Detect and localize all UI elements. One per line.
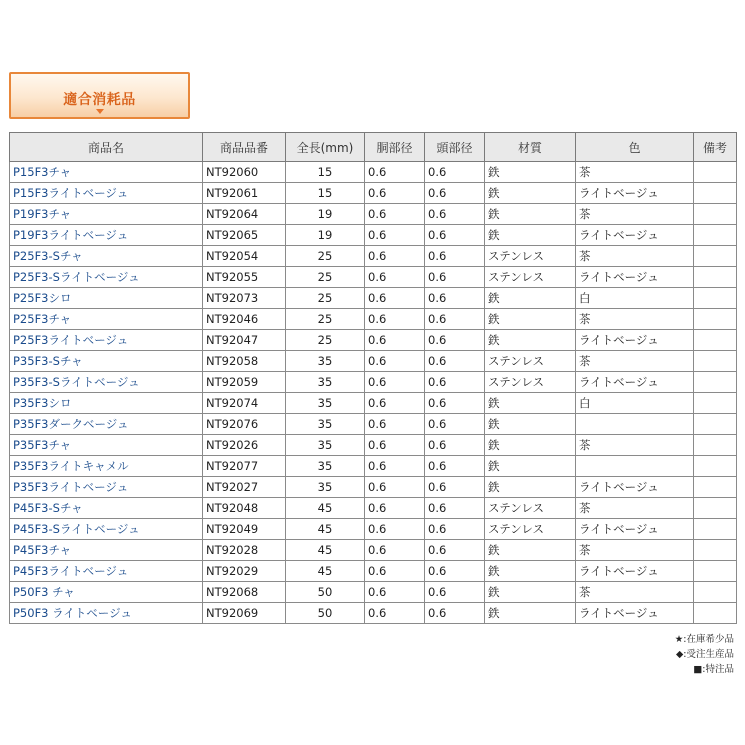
section-title: 適合消耗品 <box>63 92 136 108</box>
product-name-link[interactable]: P45F3-Sライトベージュ <box>10 519 203 540</box>
table-cell: 25 <box>286 330 365 351</box>
table-cell: NT92055 <box>203 267 286 288</box>
table-row <box>10 309 737 330</box>
table-cell <box>694 498 737 519</box>
table-cell: ステンレス <box>485 246 576 267</box>
table-cell: ライトベージュ <box>576 267 694 288</box>
table-cell: ステンレス <box>485 267 576 288</box>
table-header-row <box>10 133 737 162</box>
table-cell: 鉄 <box>485 435 576 456</box>
table-cell: 茶 <box>576 246 694 267</box>
table-cell: 0.6 <box>425 246 485 267</box>
table-cell: NT92065 <box>203 225 286 246</box>
table-cell <box>576 414 694 435</box>
table-cell <box>694 330 737 351</box>
table-cell: 鉄 <box>485 183 576 204</box>
table-cell: 鉄 <box>485 309 576 330</box>
table-cell: 25 <box>286 309 365 330</box>
column-header: 商品名 <box>10 133 203 162</box>
table-cell: ステンレス <box>485 351 576 372</box>
table-cell: 0.6 <box>425 435 485 456</box>
table-cell: NT92049 <box>203 519 286 540</box>
table-cell: ステンレス <box>485 372 576 393</box>
table-cell: 茶 <box>576 498 694 519</box>
legend-made-to-order: ◆:受注生産品 <box>675 649 734 660</box>
table-cell: 19 <box>286 225 365 246</box>
table-cell: 45 <box>286 498 365 519</box>
table-cell: 25 <box>286 246 365 267</box>
table-row <box>10 582 737 603</box>
table-cell: 0.6 <box>425 540 485 561</box>
table-cell: NT92068 <box>203 582 286 603</box>
table-cell: NT92064 <box>203 204 286 225</box>
table-cell: 0.6 <box>425 309 485 330</box>
table-cell: 0.6 <box>365 477 425 498</box>
table-cell: 鉄 <box>485 414 576 435</box>
table-cell <box>694 456 737 477</box>
product-name-link[interactable]: P15F3ライトベージュ <box>10 183 203 204</box>
table-cell: NT92059 <box>203 372 286 393</box>
table-cell: NT92047 <box>203 330 286 351</box>
table-cell <box>694 162 737 183</box>
table-cell: 0.6 <box>365 351 425 372</box>
table-cell: ライトベージュ <box>576 372 694 393</box>
table-cell: NT92054 <box>203 246 286 267</box>
product-name-link[interactable]: P19F3ライトベージュ <box>10 225 203 246</box>
table-row <box>10 204 737 225</box>
table-cell: 鉄 <box>485 288 576 309</box>
table-row <box>10 540 737 561</box>
table-cell: 0.6 <box>425 204 485 225</box>
table-cell: ライトベージュ <box>576 561 694 582</box>
table-cell: 0.6 <box>425 414 485 435</box>
table-cell: 0.6 <box>365 225 425 246</box>
table-cell <box>694 372 737 393</box>
table-cell: 鉄 <box>485 540 576 561</box>
table-cell: 0.6 <box>425 288 485 309</box>
consumables-table <box>9 132 737 624</box>
table-cell: 35 <box>286 393 365 414</box>
table-cell: NT92058 <box>203 351 286 372</box>
table-cell: 0.6 <box>365 540 425 561</box>
table-cell: NT92069 <box>203 603 286 624</box>
table-cell <box>694 477 737 498</box>
table-cell: 50 <box>286 582 365 603</box>
table-cell: 0.6 <box>365 288 425 309</box>
table-cell: 25 <box>286 267 365 288</box>
table-cell: ライトベージュ <box>576 477 694 498</box>
table-row <box>10 435 737 456</box>
table-row <box>10 456 737 477</box>
table-row <box>10 561 737 582</box>
table-cell: 0.6 <box>425 351 485 372</box>
table-cell: NT92046 <box>203 309 286 330</box>
table-cell: ライトベージュ <box>576 519 694 540</box>
table-row <box>10 477 737 498</box>
table-cell: NT92029 <box>203 561 286 582</box>
product-name-link[interactable]: P25F3シロ <box>10 288 203 309</box>
table-cell <box>694 603 737 624</box>
product-name-link[interactable]: P35F3チャ <box>10 435 203 456</box>
table-cell: 茶 <box>576 309 694 330</box>
table-cell: 0.6 <box>365 603 425 624</box>
product-name-link[interactable]: P35F3ライトキャメル <box>10 456 203 477</box>
table-cell: 0.6 <box>425 330 485 351</box>
table-cell: 鉄 <box>485 456 576 477</box>
table-cell: NT92027 <box>203 477 286 498</box>
table-cell: 茶 <box>576 582 694 603</box>
column-header: 全長(mm) <box>286 133 365 162</box>
table-row <box>10 330 737 351</box>
table-cell: 0.6 <box>425 267 485 288</box>
table-cell: 45 <box>286 519 365 540</box>
table-cell: ステンレス <box>485 519 576 540</box>
product-name-link[interactable]: P35F3シロ <box>10 393 203 414</box>
table-cell: 茶 <box>576 351 694 372</box>
table-cell: ライトベージュ <box>576 183 694 204</box>
product-name-link[interactable]: P25F3-Sライトベージュ <box>10 267 203 288</box>
table-cell: 鉄 <box>485 162 576 183</box>
product-name-link[interactable]: P45F3ライトベージュ <box>10 561 203 582</box>
table-cell: ライトベージュ <box>576 330 694 351</box>
table-cell <box>694 309 737 330</box>
table-cell: 45 <box>286 561 365 582</box>
table-cell <box>694 288 737 309</box>
table-cell: 鉄 <box>485 393 576 414</box>
table-cell: 鉄 <box>485 204 576 225</box>
product-name-link[interactable]: P35F3ダークベージュ <box>10 414 203 435</box>
table-cell: 35 <box>286 414 365 435</box>
table-cell: 0.6 <box>365 498 425 519</box>
table-cell <box>694 393 737 414</box>
table-cell <box>694 183 737 204</box>
table-cell: 0.6 <box>365 519 425 540</box>
table-cell: 0.6 <box>425 477 485 498</box>
column-header: 色 <box>576 133 694 162</box>
table-cell <box>694 351 737 372</box>
product-name-link[interactable]: P45F3チャ <box>10 540 203 561</box>
table-cell: 0.6 <box>365 330 425 351</box>
table-row <box>10 393 737 414</box>
table-cell: 35 <box>286 456 365 477</box>
column-header: 商品品番 <box>203 133 286 162</box>
table-cell: 鉄 <box>485 561 576 582</box>
table-cell: NT92077 <box>203 456 286 477</box>
table-cell <box>576 456 694 477</box>
table-cell: 0.6 <box>365 162 425 183</box>
table-row <box>10 603 737 624</box>
table-cell: 0.6 <box>425 498 485 519</box>
product-name-link[interactable]: P25F3-Sチャ <box>10 246 203 267</box>
table-row <box>10 288 737 309</box>
table-cell: NT92061 <box>203 183 286 204</box>
table-cell <box>694 246 737 267</box>
table-cell: 鉄 <box>485 603 576 624</box>
table-cell: 白 <box>576 288 694 309</box>
table-cell: 0.6 <box>365 267 425 288</box>
table-cell: ライトベージュ <box>576 225 694 246</box>
product-name-link[interactable]: P25F3チャ <box>10 309 203 330</box>
table-cell <box>694 540 737 561</box>
section-tab-compatible-consumables <box>9 72 190 119</box>
product-name-link[interactable]: P50F3 チャ <box>10 582 203 603</box>
table-cell <box>694 204 737 225</box>
table-row <box>10 225 737 246</box>
legend-special-order: ■:特注品 <box>693 664 734 675</box>
table-cell: 0.6 <box>425 372 485 393</box>
table-cell <box>694 435 737 456</box>
table-cell: NT92073 <box>203 288 286 309</box>
table-cell: NT92028 <box>203 540 286 561</box>
product-name-link[interactable]: P15F3チャ <box>10 162 203 183</box>
table-row <box>10 372 737 393</box>
table-cell: 19 <box>286 204 365 225</box>
column-header: 胴部径 <box>365 133 425 162</box>
product-name-link[interactable]: P35F3-Sチャ <box>10 351 203 372</box>
table-cell: 鉄 <box>485 330 576 351</box>
table-row <box>10 246 737 267</box>
table-cell <box>694 582 737 603</box>
table-cell: 0.6 <box>365 246 425 267</box>
product-name-link[interactable]: P45F3-Sチャ <box>10 498 203 519</box>
table-cell: 茶 <box>576 162 694 183</box>
table-cell: NT92026 <box>203 435 286 456</box>
product-name-link[interactable]: P35F3ライトベージュ <box>10 477 203 498</box>
table-cell: 25 <box>286 288 365 309</box>
table-cell: 35 <box>286 351 365 372</box>
table-row <box>10 162 737 183</box>
table-row <box>10 414 737 435</box>
table-cell: 0.6 <box>425 519 485 540</box>
table-row <box>10 498 737 519</box>
product-name-link[interactable]: P25F3ライトベージュ <box>10 330 203 351</box>
table-cell: 0.6 <box>425 561 485 582</box>
table-cell: 鉄 <box>485 582 576 603</box>
table-row <box>10 183 737 204</box>
table-cell: 0.6 <box>425 603 485 624</box>
table-cell: 0.6 <box>365 204 425 225</box>
table-cell: 0.6 <box>365 372 425 393</box>
table-cell: 0.6 <box>425 582 485 603</box>
table-row <box>10 519 737 540</box>
legend-rare-stock: ★:在庫希少品 <box>674 634 734 645</box>
table-cell: 35 <box>286 435 365 456</box>
table-cell: 45 <box>286 540 365 561</box>
column-header: 頭部径 <box>425 133 485 162</box>
table-cell <box>694 519 737 540</box>
table-cell: 0.6 <box>365 435 425 456</box>
table-cell: 鉄 <box>485 477 576 498</box>
table-cell: NT92076 <box>203 414 286 435</box>
product-name-link[interactable]: P35F3-Sライトベージュ <box>10 372 203 393</box>
table-cell: NT92060 <box>203 162 286 183</box>
table-cell: 白 <box>576 393 694 414</box>
down-arrow-icon <box>96 109 104 114</box>
table-cell: 茶 <box>576 540 694 561</box>
table-cell: 0.6 <box>425 456 485 477</box>
table-cell: 0.6 <box>365 456 425 477</box>
table-cell: 35 <box>286 477 365 498</box>
table-cell: 茶 <box>576 435 694 456</box>
table-cell: 35 <box>286 372 365 393</box>
table-cell: 0.6 <box>425 162 485 183</box>
table-cell: 0.6 <box>425 183 485 204</box>
product-name-link[interactable]: P50F3 ライトベージュ <box>10 603 203 624</box>
table-cell <box>694 561 737 582</box>
table-cell: 0.6 <box>365 582 425 603</box>
table-cell: NT92048 <box>203 498 286 519</box>
table-cell: 鉄 <box>485 225 576 246</box>
column-header: 材質 <box>485 133 576 162</box>
table-cell: ステンレス <box>485 498 576 519</box>
table-cell: NT92074 <box>203 393 286 414</box>
table-cell: 0.6 <box>365 414 425 435</box>
table-cell <box>694 267 737 288</box>
table-cell: 50 <box>286 603 365 624</box>
table-cell: 0.6 <box>425 225 485 246</box>
product-name-link[interactable]: P19F3チャ <box>10 204 203 225</box>
table-cell: 0.6 <box>365 393 425 414</box>
table-cell: 15 <box>286 183 365 204</box>
table-cell: 0.6 <box>365 561 425 582</box>
table-cell <box>694 225 737 246</box>
table-cell: ライトベージュ <box>576 603 694 624</box>
table-cell: 0.6 <box>365 309 425 330</box>
table-cell: 15 <box>286 162 365 183</box>
table-cell: 茶 <box>576 204 694 225</box>
table-cell: 0.6 <box>365 183 425 204</box>
table-row <box>10 351 737 372</box>
column-header: 備考 <box>694 133 737 162</box>
table-cell <box>694 414 737 435</box>
table-cell: 0.6 <box>425 393 485 414</box>
table-row <box>10 267 737 288</box>
